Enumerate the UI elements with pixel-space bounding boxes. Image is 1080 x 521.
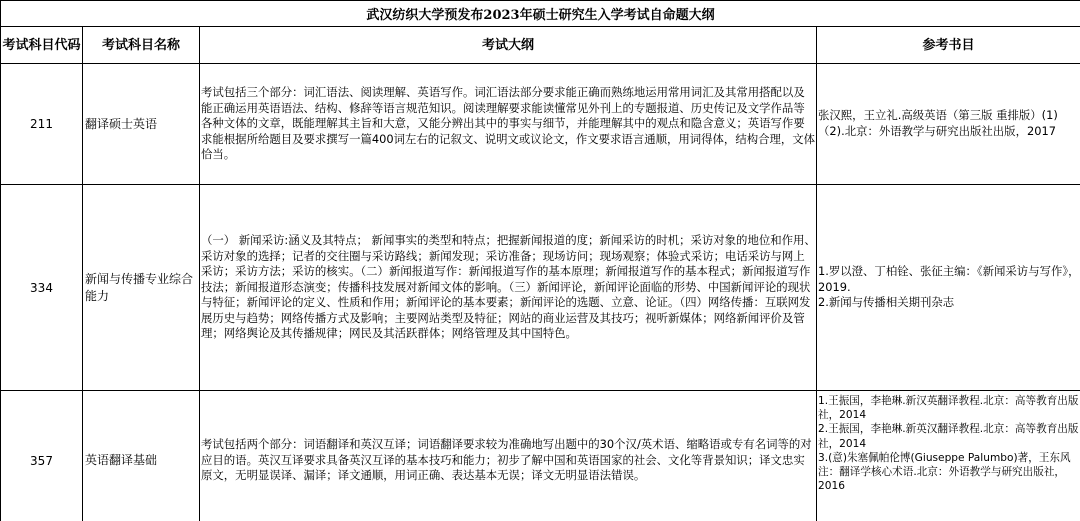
subject-name-cell[interactable]: 翻译硕士英语	[83, 64, 200, 185]
header-name[interactable]: 考试科目名称	[83, 27, 200, 64]
subject-code-cell[interactable]: 334	[1, 185, 83, 391]
outline-cell[interactable]: 考试包括三个部分：词汇语法、阅读理解、英语写作。词汇语法部分要求能正确而熟练地运用常用词汇及其常用搭配以及能正确运用英语语法、结构、修辞等语言规范知识。阅读理解要求能读懂常见外刊上的专题报道、历史传记及文学作品等各种文体的文章，既能理解其主旨和大意，又能分辨出其中的事实与细节，并能理解其中的观点和隐含意义；英语写作要求能根据所给题目及要求撰写一篇400词左右的记叙文、说明文或议论文，作文要求语言通顺，用词得体，结构合理，文体恰当。	[200, 64, 817, 185]
subject-code-cell[interactable]: 211	[1, 64, 83, 185]
reference-item: 2.王振国，李艳琳.新英汉翻译教程.北京：高等教育出版社，2014	[818, 423, 1079, 450]
reference-cell[interactable]	[817, 391, 1080, 521]
outline-cell[interactable]: 考试包括两个部分：词语翻译和英汉互译；词语翻译要求较为准确地写出题中的30个汉/英术语、缩略语或专有名词等的对应目的语。英汉互译要求具备英汉互译的基本技巧和能力；初步了解中国和英语国家的社会、文化等背景知识；译文忠实原文，无明显误译、漏译；译文通顺，用词正确、表达基本无误；译文无明显语法错误。	[200, 391, 817, 521]
table-row	[1, 391, 1080, 521]
subject-code-cell[interactable]: 357	[1, 391, 83, 521]
reference-cell[interactable]	[817, 185, 1080, 391]
subject-name-cell[interactable]: 新闻与传播专业综合能力	[83, 185, 200, 391]
header-row	[1, 27, 1080, 64]
sheet-title[interactable]: 武汉纺织大学预发布2023年硕士研究生入学考试自命题大纲	[1, 1, 1080, 27]
header-refs[interactable]: 参考书目	[817, 27, 1080, 64]
title-row	[1, 1, 1080, 27]
subject-name-cell[interactable]: 英语翻译基础	[83, 391, 200, 521]
header-code[interactable]: 考试科目代码	[1, 27, 83, 64]
table-row	[1, 185, 1080, 391]
reference-cell[interactable]	[817, 64, 1080, 185]
reference-item: 1.罗以澄、丁柏铨、张征主编：《新闻采访与写作》，2019.	[818, 264, 1080, 294]
reference-item: 1.王振国，李艳琳.新汉英翻译教程.北京：高等教育出版社，2014	[818, 395, 1079, 422]
table-row	[1, 64, 1080, 185]
reference-item: 3.(意)朱塞佩帕伦博(Giuseppe Palumbo)著，王东风注：翻译学核心术语.北京：外语教学与研究出版社，2016	[818, 451, 1071, 493]
header-outline[interactable]: 考试大纲	[200, 27, 817, 64]
reference-item: 2.新闻与传播相关期刊杂志	[818, 295, 955, 310]
outline-cell[interactable]: （一） 新闻采访:涵义及其特点； 新闻事实的类型和特点；把握新闻报道的度；新闻采访的时机；采访对象的地位和作用、采访对象的选择；记者的交往圈与采访路线；新闻发现；采访准备；现场访问；现场观察；体验式采访；电话采访与网上采访；采访方法；采访的核实。（二）新闻报道写作：新闻报道写作的基本原理；新闻报道写作的基本程式；新闻报道写作技法；新闻报道形态演变；传播科技发展对新闻文体的影响。（三）新闻评论，新闻评论面临的形势、中国新闻评论的现状与特征；新闻评论的定义、性质和作用；新闻评论的基本要素；新闻评论的选题、立意、论证。（四）网络传播：互联网发展历史与趋势；网络传播方式及影响；主要网站类型及特征；网站的商业运营及其技巧；视听新媒体；网络新闻评价及管理；网络舆论及其传播规律；网民及其活跃群体；网络管理及其中国特色。	[200, 185, 817, 391]
reference-item: 张汉熙，王立礼.高级英语（第三版 重排版）(1)（2).北京：外语教学与研究出版社出版，2017	[818, 108, 1058, 138]
